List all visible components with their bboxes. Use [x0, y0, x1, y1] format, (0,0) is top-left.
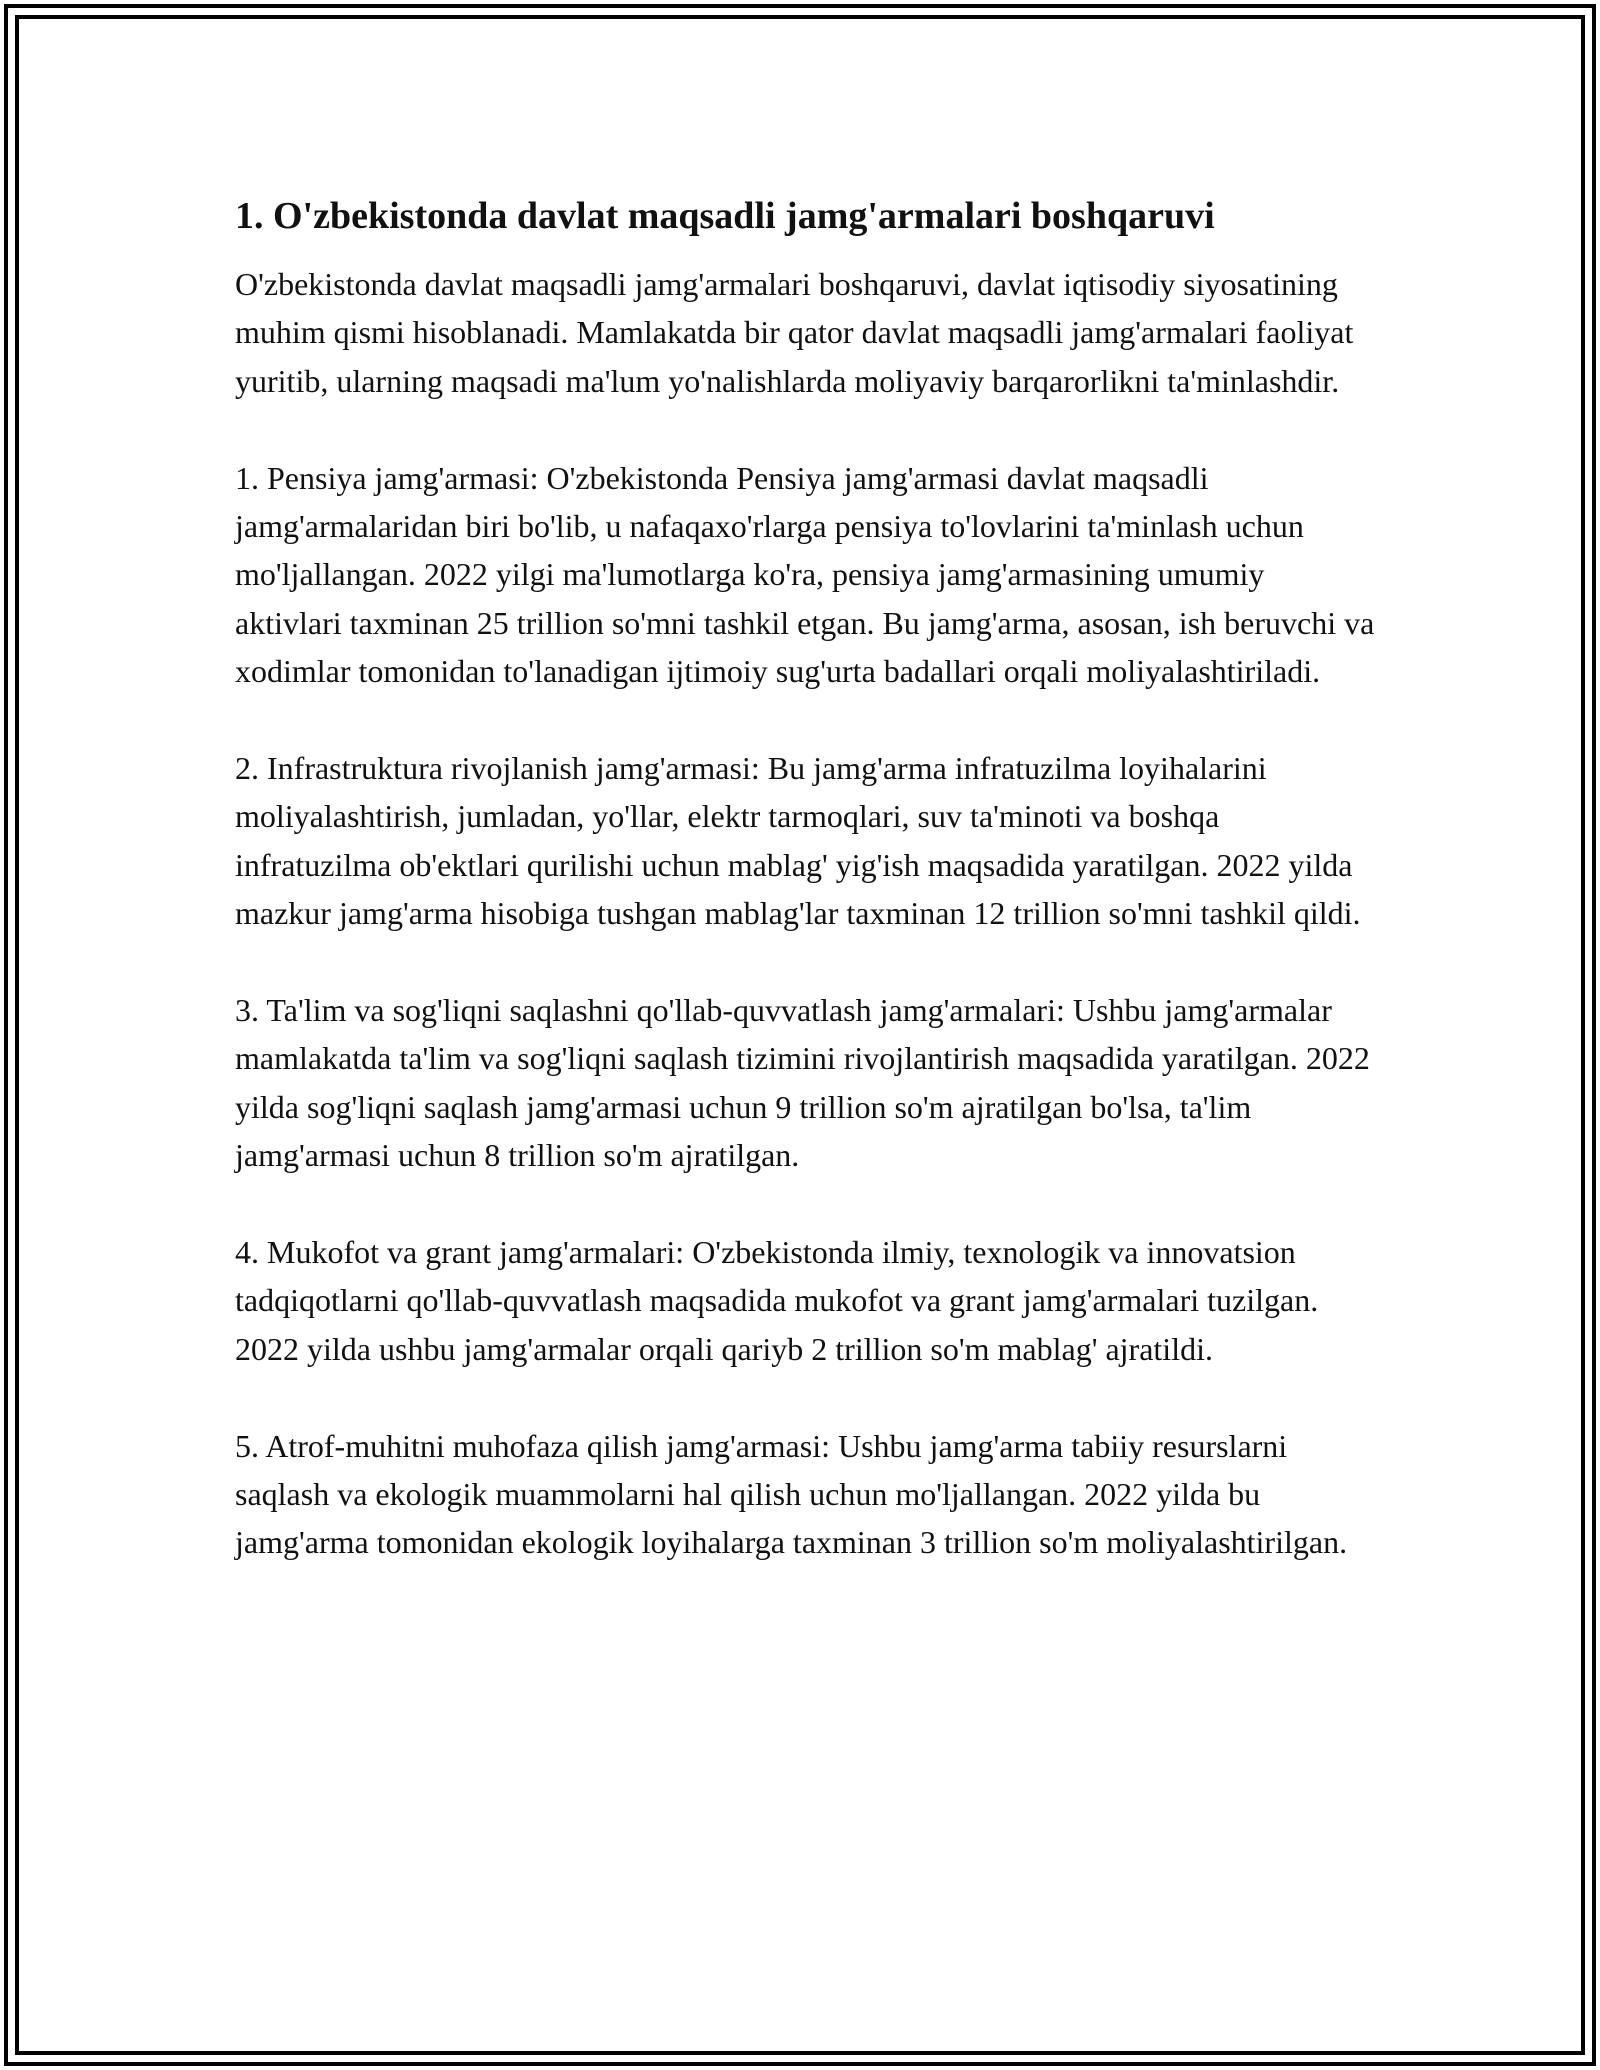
- education-health-fund-paragraph: 3. Ta'lim va sog'liqni saqlashni qo'llab-quvvatlash jamg'armalari: Ushbu jamg'armalar mamlakatda ta'lim va sog'liqni saqlash tizimini rivojlantirish maqsadida yaratilgan. 2022 yilda sog'liqni saqlash jamg'armasi uchun 9 trillion so'm ajratilgan bo'lsa, ta'lim jamg'armasi uchun 8 trillion so'm ajratilgan.: [235, 992, 1370, 1174]
- pension-fund-paragraph: 1. Pensiya jamg'armasi: O'zbekistonda Pensiya jamg'armasi davlat maqsadli jamg'armalaridan biri bo'lib, u nafaqaxo'rlarga pensiya to'lovlarini ta'minlash uchun mo'ljallangan. 2022 yilgi ma'lumotlarga ko'ra, pensiya jamg'armasining umumiy aktivlari taxminan 25 trillion so'mni tashkil etgan. Bu jamg'arma, asosan, ish beruvchi va xodimlar tomonidan to'lanadigan ijtimoiy sug'urta badallari orqali moliyalashtiriladi.: [235, 459, 1375, 690]
- document-body: [235, 190, 1375, 1615]
- award-grant-fund-paragraph: 4. Mukofot va grant jamg'armalari: O'zbekistonda ilmiy, texnologik va innovatsion tadqiqotlarni qo'llab-quvvatlash maqsadida mukofot va grant jamg'armalari tuzilgan. 2022 yilda ushbu jamg'armalar orqali qariyb 2 trillion so'm mablag' ajratildi.: [235, 1234, 1319, 1367]
- section-heading: 1. O'zbekistonda davlat maqsadli jamg'armalari boshqaruvi: [235, 195, 1215, 237]
- infrastructure-fund-paragraph: 2. Infrastruktura rivojlanish jamg'armasi: Bu jamg'arma infratuzilma loyihalarini moliyalashtirish, jumladan, yo'llar, elektr tarmoqlari, suv ta'minoti va boshqa infratuzilma ob'ektlari qurilishi uchun mablag' yig'ish maqsadida yaratilgan. 2022 yilda mazkur jamg'arma hisobiga tushgan mablag'lar taxminan 12 trillion so'mni tashkil qildi.: [235, 750, 1361, 932]
- intro-paragraph: O'zbekistonda davlat maqsadli jamg'armalari boshqaruvi, davlat iqtisodiy siyosatining muhim qismi hisoblanadi. Mamlakatda bir qator davlat maqsadli jamg'armalari faoliyat yuritib, ularning maqsadi ma'lum yo'nalishlarda moliyaviy barqarorlikni ta'minlashdir.: [235, 266, 1354, 399]
- environment-fund-paragraph: 5. Atrof-muhitni muhofaza qilish jamg'armasi: Ushbu jamg'arma tabiiy resurslarni saqlash va ekologik muammolarni hal qilish uchun mo'ljallangan. 2022 yilda bu jamg'arma tomonidan ekologik loyihalarga taxminan 3 trillion so'm moliyalashtirilgan.: [235, 1427, 1348, 1561]
